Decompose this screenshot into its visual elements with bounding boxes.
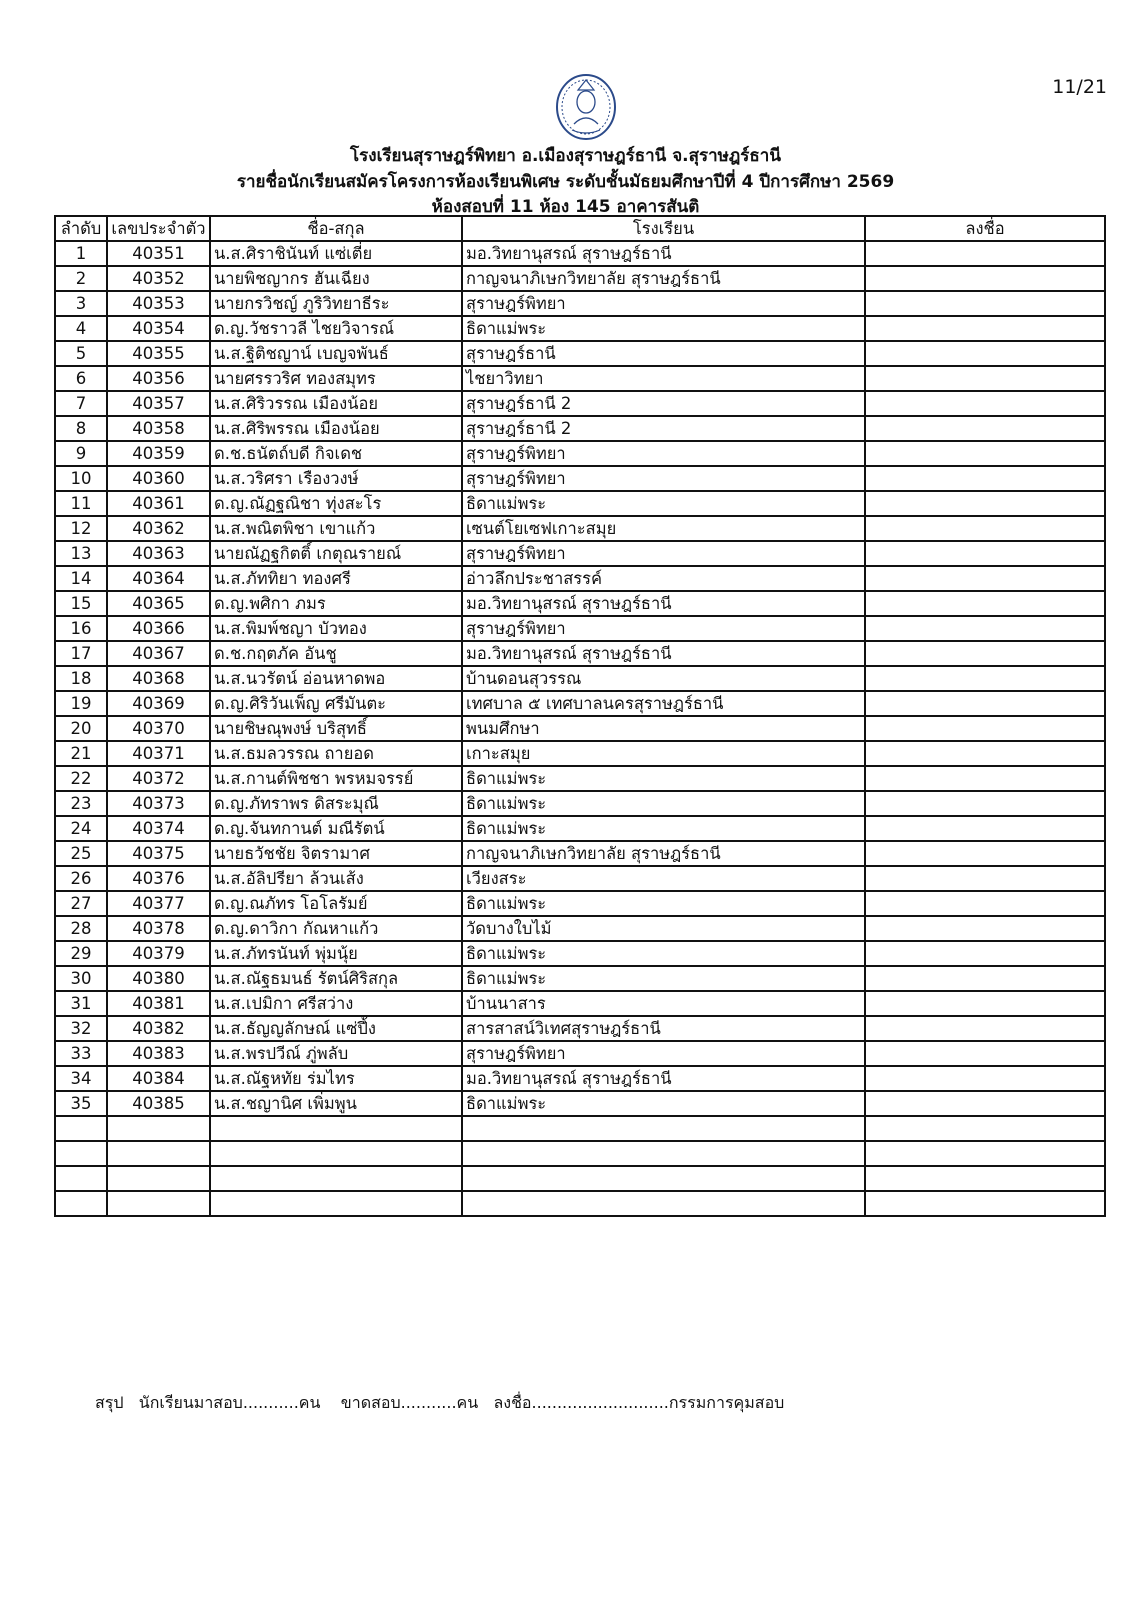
table-row: [55, 1066, 1105, 1091]
school-emblem-icon: [554, 72, 618, 142]
order-cell: 21: [55, 741, 107, 766]
student-id-cell: 40358: [107, 416, 210, 441]
student-name-cell: น.ส.ศิริพรรณ เมืองน้อย: [210, 416, 462, 441]
table-row: [55, 741, 1105, 766]
signature-cell[interactable]: [865, 991, 1105, 1016]
order-cell: 11: [55, 491, 107, 516]
order-cell: 3: [55, 291, 107, 316]
table-row: [55, 566, 1105, 591]
student-id-cell: 40377: [107, 891, 210, 916]
student-id-cell: 40372: [107, 766, 210, 791]
school-cell: ธิดาแม่พระ: [462, 491, 865, 516]
order-cell: [55, 1191, 107, 1216]
table-row: [55, 266, 1105, 291]
student-roster-table: [54, 215, 1106, 1217]
table-row: [55, 866, 1105, 891]
student-id-cell: [107, 1141, 210, 1166]
table-row: [55, 641, 1105, 666]
school-cell: กาญจนาภิเษกวิทยาลัย สุราษฎร์ธานี: [462, 841, 865, 866]
student-name-cell: น.ส.พิมพ์ชญา บัวทอง: [210, 616, 462, 641]
signature-cell: [865, 1141, 1105, 1166]
student-name-cell: ด.ญ.ศิริวันเพ็ญ ศรีมันตะ: [210, 691, 462, 716]
school-cell: ธิดาแม่พระ: [462, 316, 865, 341]
student-id-cell: 40354: [107, 316, 210, 341]
student-name-cell: นายกรวิชญ์ ภูริวิทยาธีระ: [210, 291, 462, 316]
signature-cell[interactable]: [865, 766, 1105, 791]
student-name-cell: นายชิษณุพงษ์ บริสุทธิ์: [210, 716, 462, 741]
exam-room-heading: ห้องสอบที่ 11 ห้อง 145 อาคารสันติ: [431, 197, 700, 217]
student-id-cell: 40369: [107, 691, 210, 716]
order-cell: [55, 1166, 107, 1191]
table-row: [55, 966, 1105, 991]
blank-table-row: [55, 1141, 1105, 1166]
signature-cell[interactable]: [865, 241, 1105, 266]
order-cell: 5: [55, 341, 107, 366]
school-cell: เซนต์โยเซฟเกาะสมุย: [462, 516, 865, 541]
order-cell: 26: [55, 866, 107, 891]
signature-cell[interactable]: [865, 1066, 1105, 1091]
order-cell: 12: [55, 516, 107, 541]
student-id-cell: 40351: [107, 241, 210, 266]
signature-cell[interactable]: [865, 316, 1105, 341]
table-row: [55, 1091, 1105, 1116]
order-cell: 28: [55, 916, 107, 941]
student-name-cell: น.ส.เปมิกา ศรีสว่าง: [210, 991, 462, 1016]
school-cell: บ้านนาสาร: [462, 991, 865, 1016]
student-id-cell: 40368: [107, 666, 210, 691]
signature-cell[interactable]: [865, 866, 1105, 891]
school-cell: อ่าวลึกประชาสรรค์: [462, 566, 865, 591]
order-cell: [55, 1116, 107, 1141]
table-header-row: [55, 216, 1105, 241]
school-cell: สารสาสน์วิเทศสุราษฎร์ธานี: [462, 1016, 865, 1041]
table-body: [55, 241, 1105, 1216]
school-cell: สุราษฎร์พิทยา: [462, 466, 865, 491]
order-cell: 10: [55, 466, 107, 491]
signature-cell[interactable]: [865, 616, 1105, 641]
student-id-cell: 40376: [107, 866, 210, 891]
student-name-cell: น.ส.นวรัตน์ อ่อนหาดพอ: [210, 666, 462, 691]
student-id-cell: [107, 1116, 210, 1141]
signature-cell[interactable]: [865, 941, 1105, 966]
student-name-cell: น.ส.ภัทรนันท์ พุ่มนุ้ย: [210, 941, 462, 966]
order-cell: 30: [55, 966, 107, 991]
student-id-cell: 40375: [107, 841, 210, 866]
student-id-cell: [107, 1166, 210, 1191]
school-cell: เกาะสมุย: [462, 741, 865, 766]
signature-cell[interactable]: [865, 516, 1105, 541]
table-row: [55, 441, 1105, 466]
student-id-cell: 40363: [107, 541, 210, 566]
student-name-cell: [210, 1116, 462, 1141]
order-cell: 32: [55, 1016, 107, 1041]
order-cell: 19: [55, 691, 107, 716]
blank-table-row: [55, 1116, 1105, 1141]
signature-cell[interactable]: [865, 691, 1105, 716]
column-header-name: ชื่อ-สกุล: [210, 216, 462, 241]
student-name-cell: น.ส.ธัญญลักษณ์ แซ่ปึ้ง: [210, 1016, 462, 1041]
school-name-heading: โรงเรียนสุราษฎร์พิทยา อ.เมืองสุราษฎร์ธานี จ.สุราษฎร์ธานี: [350, 146, 781, 166]
school-cell: มอ.วิทยานุสรณ์ สุราษฎร์ธานี: [462, 241, 865, 266]
school-cell: สุราษฎร์พิทยา: [462, 541, 865, 566]
table-row: [55, 1041, 1105, 1066]
order-cell: 20: [55, 716, 107, 741]
signature-cell[interactable]: [865, 441, 1105, 466]
order-cell: 27: [55, 891, 107, 916]
school-cell: สุราษฎร์พิทยา: [462, 616, 865, 641]
signature-cell[interactable]: [865, 291, 1105, 316]
order-cell: [55, 1141, 107, 1166]
student-name-cell: น.ส.พณิตพิชา เขาแก้ว: [210, 516, 462, 541]
student-name-cell: ด.ญ.ภัทราพร ดิสระมุณี: [210, 791, 462, 816]
school-cell: มอ.วิทยานุสรณ์ สุราษฎร์ธานี: [462, 641, 865, 666]
student-name-cell: น.ส.ธมลวรรณ ถายอด: [210, 741, 462, 766]
student-name-cell: นายธวัชชัย จิตรามาศ: [210, 841, 462, 866]
signature-cell[interactable]: [865, 641, 1105, 666]
student-id-cell: 40371: [107, 741, 210, 766]
signature-cell: [865, 1116, 1105, 1141]
table-row: [55, 816, 1105, 841]
signature-cell[interactable]: [865, 966, 1105, 991]
student-name-cell: ด.ญ.ณัฏฐณิชา ทุ่งสะโร: [210, 491, 462, 516]
signature-cell[interactable]: [865, 816, 1105, 841]
order-cell: 23: [55, 791, 107, 816]
signature-cell[interactable]: [865, 891, 1105, 916]
student-id-cell: 40366: [107, 616, 210, 641]
school-cell: ธิดาแม่พระ: [462, 766, 865, 791]
table-row: [55, 541, 1105, 566]
table-row: [55, 766, 1105, 791]
order-cell: 13: [55, 541, 107, 566]
signature-cell[interactable]: [865, 1091, 1105, 1116]
school-cell: สุราษฎร์ธานี: [462, 341, 865, 366]
order-cell: 25: [55, 841, 107, 866]
order-cell: 24: [55, 816, 107, 841]
order-cell: 29: [55, 941, 107, 966]
student-name-cell: นายณัฏฐกิตติ์ เกตุณรายณ์: [210, 541, 462, 566]
school-cell: เวียงสระ: [462, 866, 865, 891]
school-cell: สุราษฎร์พิทยา: [462, 441, 865, 466]
student-name-cell: น.ส.ณัฐธมนธ์ รัตน์ศิริสกุล: [210, 966, 462, 991]
column-header-signature: ลงชื่อ: [865, 216, 1105, 241]
student-name-cell: นายพิชญากร ฮันเฉียง: [210, 266, 462, 291]
student-id-cell: 40382: [107, 1016, 210, 1041]
table-row: [55, 291, 1105, 316]
student-name-cell: ด.ญ.ณภัทร โอโลรัมย์: [210, 891, 462, 916]
school-cell: ธิดาแม่พระ: [462, 791, 865, 816]
signature-cell[interactable]: [865, 591, 1105, 616]
student-name-cell: ด.ช.กฤตภัค อันชู: [210, 641, 462, 666]
school-cell: มอ.วิทยานุสรณ์ สุราษฎร์ธานี: [462, 591, 865, 616]
school-cell: สุราษฎร์พิทยา: [462, 291, 865, 316]
student-name-cell: [210, 1141, 462, 1166]
student-name-cell: [210, 1166, 462, 1191]
student-id-cell: 40385: [107, 1091, 210, 1116]
table-row: [55, 991, 1105, 1016]
student-id-cell: 40381: [107, 991, 210, 1016]
school-cell: [462, 1166, 865, 1191]
school-cell: ธิดาแม่พระ: [462, 1091, 865, 1116]
student-name-cell: น.ส.ศิริวรรณ เมืองน้อย: [210, 391, 462, 416]
order-cell: 18: [55, 666, 107, 691]
table-row: [55, 791, 1105, 816]
table-row: [55, 916, 1105, 941]
student-id-cell: 40362: [107, 516, 210, 541]
student-id-cell: 40357: [107, 391, 210, 416]
order-cell: 9: [55, 441, 107, 466]
signature-cell[interactable]: [865, 1016, 1105, 1041]
school-cell: กาญจนาภิเษกวิทยาลัย สุราษฎร์ธานี: [462, 266, 865, 291]
signature-cell: [865, 1191, 1105, 1216]
school-cell: ธิดาแม่พระ: [462, 891, 865, 916]
student-name-cell: น.ส.ภัททิยา ทองศรี: [210, 566, 462, 591]
school-cell: มอ.วิทยานุสรณ์ สุราษฎร์ธานี: [462, 1066, 865, 1091]
student-id-cell: 40383: [107, 1041, 210, 1066]
student-id-cell: 40379: [107, 941, 210, 966]
student-name-cell: น.ส.วริศรา เรืองวงษ์: [210, 466, 462, 491]
student-name-cell: ด.ญ.พศิกา ภมร: [210, 591, 462, 616]
student-id-cell: 40384: [107, 1066, 210, 1091]
student-name-cell: นายศรรวริศ ทองสมุทร: [210, 366, 462, 391]
table-row: [55, 941, 1105, 966]
student-id-cell: 40353: [107, 291, 210, 316]
table-row: [55, 466, 1105, 491]
table-row: [55, 891, 1105, 916]
table-row: [55, 1016, 1105, 1041]
school-cell: บ้านดอนสุวรรณ: [462, 666, 865, 691]
school-cell: สุราษฎร์พิทยา: [462, 1041, 865, 1066]
school-cell: ไชยาวิทยา: [462, 366, 865, 391]
table-row: [55, 491, 1105, 516]
signature-cell[interactable]: [865, 466, 1105, 491]
student-id-cell: 40352: [107, 266, 210, 291]
signature-cell[interactable]: [865, 366, 1105, 391]
student-name-cell: น.ส.ณัฐหทัย ร่มไทร: [210, 1066, 462, 1091]
signature-cell[interactable]: [865, 666, 1105, 691]
signature-cell[interactable]: [865, 541, 1105, 566]
column-header-id: เลขประจำตัว: [107, 216, 210, 241]
student-id-cell: 40370: [107, 716, 210, 741]
signature-cell[interactable]: [865, 741, 1105, 766]
school-cell: [462, 1141, 865, 1166]
signature-cell[interactable]: [865, 416, 1105, 441]
table-row: [55, 316, 1105, 341]
student-id-cell: 40367: [107, 641, 210, 666]
signature-cell[interactable]: [865, 716, 1105, 741]
order-cell: 14: [55, 566, 107, 591]
student-id-cell: 40361: [107, 491, 210, 516]
student-id-cell: 40374: [107, 816, 210, 841]
order-cell: 1: [55, 241, 107, 266]
order-cell: 7: [55, 391, 107, 416]
signature-cell[interactable]: [865, 841, 1105, 866]
student-name-cell: น.ส.อัลิปรียา ล้วนเส้ง: [210, 866, 462, 891]
table-row: [55, 716, 1105, 741]
school-cell: ธิดาแม่พระ: [462, 941, 865, 966]
table-row: [55, 516, 1105, 541]
signature-cell[interactable]: [865, 916, 1105, 941]
school-cell: สุราษฎร์ธานี 2: [462, 391, 865, 416]
school-cell: ธิดาแม่พระ: [462, 816, 865, 841]
student-name-cell: ด.ญ.จันทกานต์ มณีรัตน์: [210, 816, 462, 841]
student-id-cell: 40378: [107, 916, 210, 941]
student-id-cell: 40359: [107, 441, 210, 466]
signature-cell[interactable]: [865, 341, 1105, 366]
order-cell: 16: [55, 616, 107, 641]
document-title: รายชื่อนักเรียนสมัครโครงการห้องเรียนพิเศษ ระดับชั้นมัธยมศึกษาปีที่ 4 ปีการศึกษา 2569: [236, 172, 895, 192]
table-row: [55, 241, 1105, 266]
student-name-cell: น.ส.พรปวีณ์ ภู่พลับ: [210, 1041, 462, 1066]
order-cell: 6: [55, 366, 107, 391]
student-id-cell: [107, 1191, 210, 1216]
student-name-cell: น.ส.ชญานิศ เพิ่มพูน: [210, 1091, 462, 1116]
signature-cell[interactable]: [865, 491, 1105, 516]
school-cell: วัดบางใบไม้: [462, 916, 865, 941]
blank-table-row: [55, 1166, 1105, 1191]
column-header-order: ลำดับ: [55, 216, 107, 241]
school-cell: [462, 1191, 865, 1216]
school-cell: เทศบาล ๕ เทศบาลนครสุราษฎร์ธานี: [462, 691, 865, 716]
table-row: [55, 666, 1105, 691]
student-id-cell: 40360: [107, 466, 210, 491]
student-name-cell: [210, 1191, 462, 1216]
student-name-cell: ด.ช.ธนัตถ์บดี กิจเดช: [210, 441, 462, 466]
table-row: [55, 416, 1105, 441]
table-row: [55, 691, 1105, 716]
order-cell: 22: [55, 766, 107, 791]
order-cell: 8: [55, 416, 107, 441]
student-id-cell: 40365: [107, 591, 210, 616]
order-cell: 35: [55, 1091, 107, 1116]
school-cell: ธิดาแม่พระ: [462, 966, 865, 991]
blank-table-row: [55, 1191, 1105, 1216]
table-row: [55, 616, 1105, 641]
signature-cell[interactable]: [865, 566, 1105, 591]
signature-cell[interactable]: [865, 391, 1105, 416]
signature-cell: [865, 1166, 1105, 1191]
student-name-cell: ด.ญ.วัชราวลี ไชยวิจารณ์: [210, 316, 462, 341]
signature-cell[interactable]: [865, 266, 1105, 291]
student-id-cell: 40364: [107, 566, 210, 591]
table-row: [55, 341, 1105, 366]
school-cell: สุราษฎร์ธานี 2: [462, 416, 865, 441]
table-row: [55, 591, 1105, 616]
school-cell: [462, 1116, 865, 1141]
order-cell: 4: [55, 316, 107, 341]
signature-cell[interactable]: [865, 1041, 1105, 1066]
column-header-school: โรงเรียน: [462, 216, 865, 241]
order-cell: 2: [55, 266, 107, 291]
student-id-cell: 40373: [107, 791, 210, 816]
table-row: [55, 391, 1105, 416]
student-id-cell: 40355: [107, 341, 210, 366]
student-name-cell: ด.ญ.ดาวิกา กัณหาแก้ว: [210, 916, 462, 941]
order-cell: 34: [55, 1066, 107, 1091]
student-id-cell: 40380: [107, 966, 210, 991]
table-row: [55, 366, 1105, 391]
table-row: [55, 841, 1105, 866]
order-cell: 33: [55, 1041, 107, 1066]
student-name-cell: น.ส.ฐิติชญาน์ เบญจพันธ์: [210, 341, 462, 366]
page-number: 11/21: [1052, 76, 1107, 98]
student-name-cell: น.ส.กานต์พิชชา พรหมจรรย์: [210, 766, 462, 791]
student-name-cell: น.ส.ศิราชินันท์ แซ่เตี่ย: [210, 241, 462, 266]
student-id-cell: 40356: [107, 366, 210, 391]
signature-cell[interactable]: [865, 791, 1105, 816]
order-cell: 17: [55, 641, 107, 666]
school-cell: พนมศึกษา: [462, 716, 865, 741]
order-cell: 31: [55, 991, 107, 1016]
summary-footer: สรุป นักเรียนมาสอบ...........คน ขาดสอบ...........คน ลงชื่อ...........................กรรมการคุมสอบ: [95, 1393, 785, 1412]
order-cell: 15: [55, 591, 107, 616]
